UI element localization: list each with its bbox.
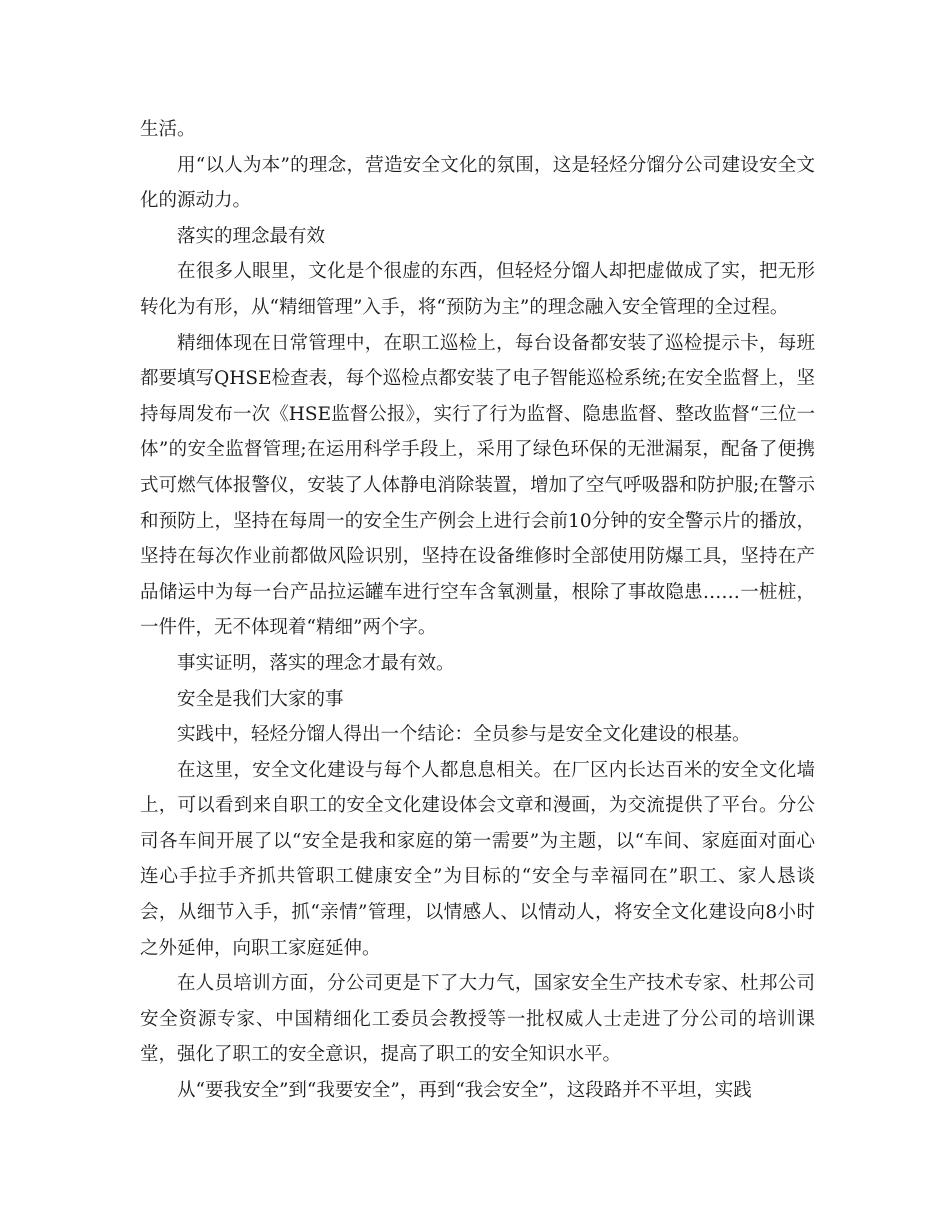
paragraph-9: 从“要我安全”到“我要安全”，再到“我会安全”，这段路并不平坦，实践 [177, 1080, 752, 1102]
paragraph-3: 在很多人眼里，文化是个很虚的东西，但轻烃分馏人却把虚做成了实，把无形转化为有形，从“精细管理”入手，将“预防为主”的理念融入安全管理的全过程。 [140, 261, 815, 318]
paragraph-1: 生活。 [140, 119, 196, 140]
paragraph-5: 事实证明，落实的理念才最有效。 [177, 652, 455, 674]
section-heading-1: 落实的理念最有效 [177, 225, 326, 247]
paragraph-7: 在这里，安全文化建设与每个人都息息相关。在厂区内长达百米的安全文化墙上，可以看到来自职工的安全文化建设体会文章和漫画，为交流提供了平台。分公司各车间开展了以“安全是我和家庭的第一需要”为主题，以“车间、家庭面对面心连心手拉手齐抓共管职工健康安全”为目标的“安全与幸福同在”职工、家人恳谈会，从细节入手，抓“亲情”管理，以情感人、以情动人，将安全文化建设向8小时之外延伸，向职工家庭延伸。 [140, 759, 815, 959]
section-heading-2: 安全是我们大家的事 [177, 688, 344, 710]
paragraph-8: 在人员培训方面，分公司更是下了大力气，国家安全生产技术专家、杜邦公司安全资源专家、中国精细化工委员会教授等一批权威人士走进了分公司的培训课堂，强化了职工的安全意识，提高了职工的安全知识水平。 [140, 973, 815, 1066]
paragraph-6: 实践中，轻烃分馏人得出一个结论：全员参与是安全文化建设的根基。 [177, 724, 751, 746]
document-body [140, 112, 815, 1109]
paragraph-2: 用“以人为本”的理念，营造安全文化的氛围，这是轻烃分馏分公司建设安全文化的源动力。 [140, 154, 815, 212]
paragraph-4: 精细体现在日常管理中，在职工巡检上，每台设备都安装了巡检提示卡，每班都要填写QHSE检查表，每个巡检点都安装了电子智能巡检系统;在安全监督上，坚持每周发布一次《HSE监督公报》，实行了行为监督、隐患监督、整改监督“三位一体”的安全监督管理;在运用科学手段上，采用了绿色环保的无泄漏泵，配备了便携式可燃气体报警仪，安装了人体静电消除装置，增加了空气呼吸器和防护服;在警示和预防上，坚持在每周一的安全生产例会上进行会前10分钟的安全警示片的播放，坚持在每次作业前都做风险识别，坚持在设备维修时全部使用防爆工具，坚持在产品储运中为每一台产品拉运罐车进行空车含氧测量，根除了事故隐患……一桩桩，一件件，无不体现着“精细”两个字。 [140, 332, 815, 639]
